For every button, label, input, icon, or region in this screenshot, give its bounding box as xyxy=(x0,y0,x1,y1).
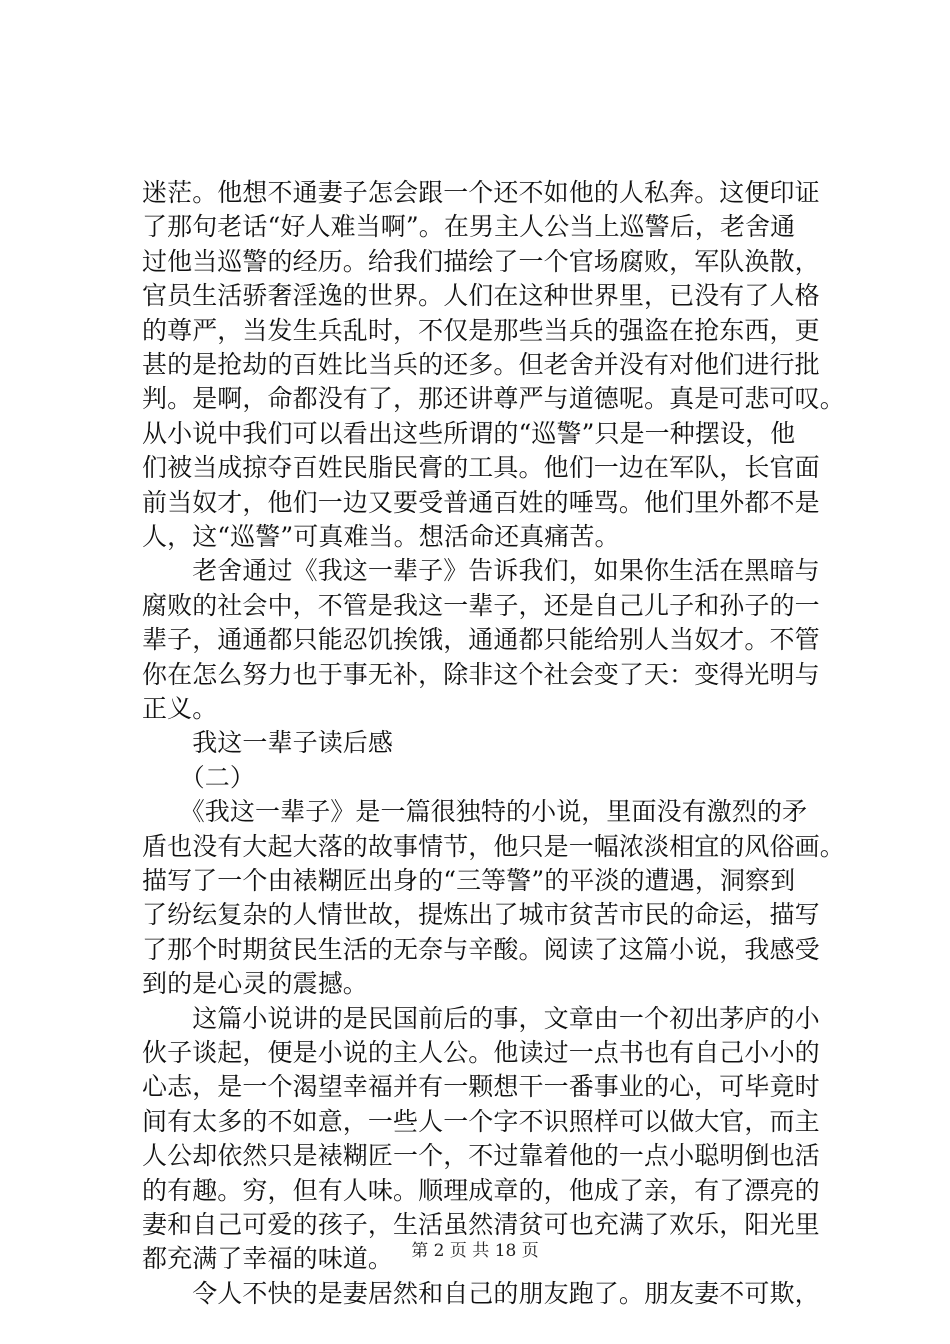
text-line: 过他当巡警的经历。给我们描绘了一个官场腐败，军队涣散， xyxy=(142,246,820,276)
text-line: 了那个时期贫民生活的无奈与辛酸。阅读了这篇小说，我感受 xyxy=(142,934,820,964)
text-line: 正义。 xyxy=(142,694,218,723)
text-line: 妻和自己可爱的孩子，生活虽然清贫可也充满了欢乐，阳光里 xyxy=(142,1210,820,1239)
text-line: （二） xyxy=(142,762,256,792)
text-line: 人，这“巡警”可真难当。想活命还真痛苦。 xyxy=(142,522,620,551)
text-line: 了纷纭复杂的人情世故，提炼出了城市贫苦市民的命运，描写 xyxy=(142,900,820,930)
text-line: 前当奴才，他们一边又要受普通百姓的唾骂。他们里外都不是 xyxy=(142,487,820,517)
text-line: 腐败的社会中，不管是我这一辈子，还是自己儿子和孙子的一 xyxy=(142,590,820,620)
text-line: 从小说中我们可以看出这些所谓的“巡警”只是一种摆设，他 xyxy=(142,418,796,448)
text-line: 官员生活骄奢淫逸的世界。人们在这种世界里，已没有了人格 xyxy=(142,281,820,311)
text-line: 了那句老话“好人难当啊”。在男主人公当上巡警后，老舍通 xyxy=(142,212,796,242)
text-line: 这篇小说讲的是民国前后的事，文章由一个初出茅庐的小 xyxy=(142,1003,820,1033)
text-line: 的有趣。穷，但有人味。顺理成章的，他成了亲，有了漂亮的 xyxy=(142,1175,820,1205)
text-line: 盾也没有大起大落的故事情节，他只是一幅浓淡相宜的风俗画。 xyxy=(142,831,845,861)
text-line: 心志，是一个渴望幸福并有一颗想干一番事业的心，可毕竟时 xyxy=(142,1072,820,1102)
text-line: 都充满了幸福的味道。 xyxy=(142,1244,394,1274)
text-line: 你在怎么努力也于事无补，除非这个社会变了天：变得光明与 xyxy=(142,659,820,689)
text-line: 判。是啊，命都没有了，那还讲尊严与道德呢。真是可悲可叹。 xyxy=(142,384,845,414)
page-footer: 第 2 页 共 18 页 xyxy=(411,1241,539,1261)
text-line: 的尊严，当发生兵乱时，不仅是那些当兵的强盗在抢东西，更 xyxy=(142,315,820,345)
text-line: 人公却依然只是裱糊匠一个，不过靠着他的一点小聪明倒也活 xyxy=(142,1141,820,1171)
text-line: 《我这一辈子》是一篇很独特的小说，里面没有激烈的矛 xyxy=(142,797,808,827)
text-line: 我这一辈子读后感 xyxy=(142,728,394,758)
text-line: 到的是心灵的震撼。 xyxy=(142,969,368,999)
text-line: 描写了一个由裱糊匠出身的“三等警”的平淡的遭遇，洞察到 xyxy=(142,866,796,895)
text-line: 辈子，通通都只能忍饥挨饿，通通都只能给别人当奴才。不管 xyxy=(142,625,820,655)
text-line: 伙子谈起，便是小说的主人公。他读过一点书也有自己小小的 xyxy=(142,1038,820,1067)
text-line: 迷茫。他想不通妻子怎会跟一个还不如他的人私奔。这便印证 xyxy=(142,178,820,207)
text-line: 老舍通过《我这一辈子》告诉我们，如果你生活在黑暗与 xyxy=(142,556,820,586)
text-line: 们被当成掠夺百姓民脂民膏的工具。他们一边在军队，长官面 xyxy=(142,453,820,483)
text-line: 甚的是抢劫的百姓比当兵的还多。但老舍并没有对他们进行批 xyxy=(142,350,820,379)
text-line: 令人不快的是妻居然和自己的朋友跑了。朋友妻不可欺， xyxy=(142,1278,820,1308)
text-line: 间有太多的不如意，一些人一个字不识照样可以做大官，而主 xyxy=(142,1106,820,1136)
